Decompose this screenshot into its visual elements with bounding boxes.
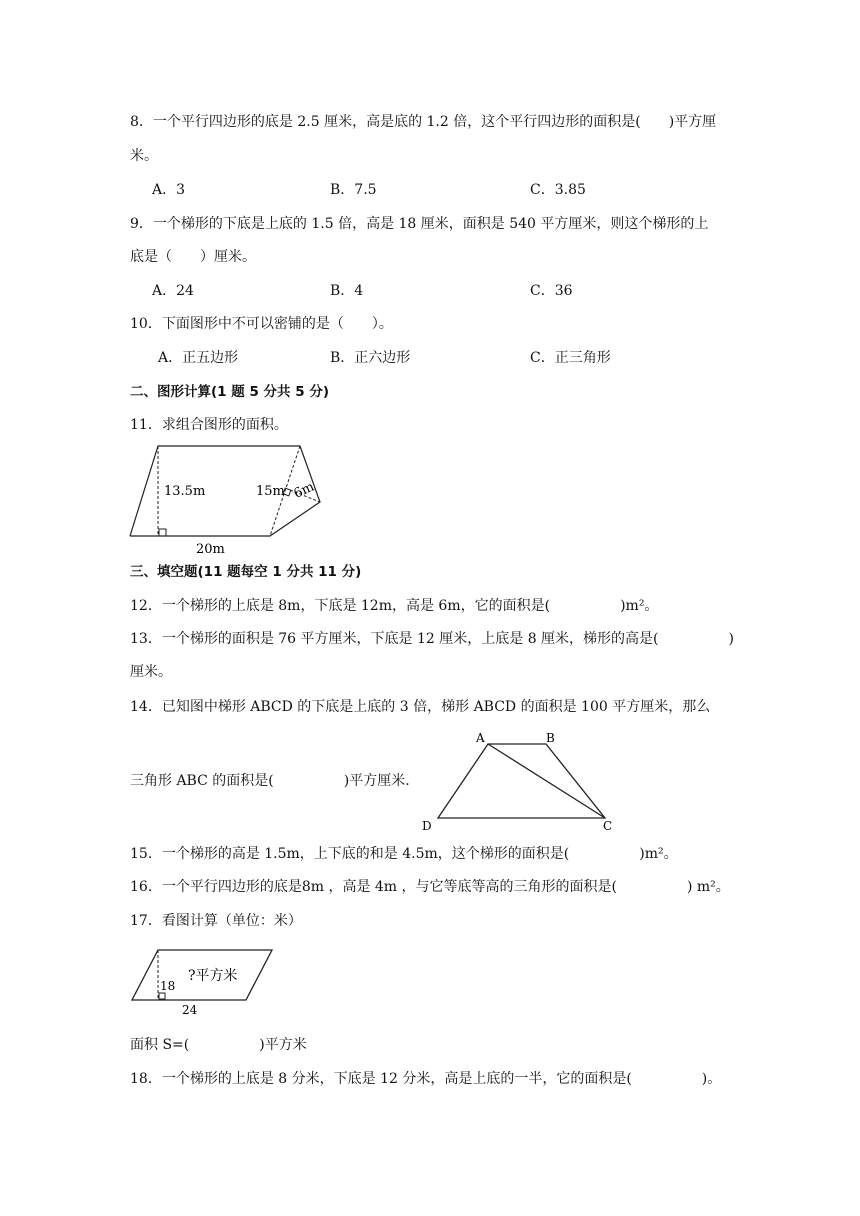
section-heading-2: 二、图形计算(1 题 5 分共 5 分) [130, 384, 330, 400]
q17-parallelogram-figure [128, 944, 278, 1022]
q14-text-line1: 14．已知图中梯形 ABCD 的下底是上底的 3 倍，梯形 ABCD 的面积是 100 平方厘米，那么 [130, 699, 711, 715]
q9-option-b: B．4 [330, 283, 364, 299]
q9-text-line1: 9．一个梯形的下底是上底的 1.5 倍，高是 18 厘米，面积是 540 平方厘米，则这个梯形的上 [130, 216, 709, 232]
q14-vertex-a: A [476, 731, 485, 745]
q17-base-label: 24 [182, 1003, 198, 1017]
q11-composite-figure [128, 440, 328, 558]
q8-option-b: B．7.5 [330, 182, 377, 198]
q11-height2-label: 15m [256, 484, 285, 499]
q8-option-c: C．3.85 [530, 182, 586, 198]
q17-text-line1: 17．看图计算（单位：米） [130, 913, 302, 929]
q9-option-a: A．24 [152, 283, 194, 299]
q10-option-a: A．正五边形 [158, 350, 239, 366]
q17-area-label: ?平方米 [188, 968, 238, 984]
q8-option-a: A．3 [152, 182, 186, 198]
q11-text-line1: 11．求组合图形的面积。 [130, 417, 288, 433]
q17-height-label: 18 [160, 979, 176, 993]
q13-text-line2: 厘米。 [130, 664, 172, 680]
q18-text-line1: 18．一个梯形的上底是 8 分米，下底是 12 分米，高是上底的一半，它的面积是( )。 [130, 1071, 722, 1087]
q9-text-line2: 底是（ ）厘米。 [130, 249, 256, 265]
q10-text-line1: 10．下面图形中不可以密铺的是（ ）。 [130, 316, 393, 332]
q16-text-line1: 16．一个平行四边形的底是8m ，高是 4m ，与它等底等高的三角形的面积是( ) m²。 [130, 879, 730, 895]
q14-vertex-c: C [603, 819, 613, 833]
q10-option-b: B．正六边形 [330, 350, 411, 366]
q14-trapezoid-figure [418, 726, 618, 836]
q14-vertex-b: B [546, 731, 555, 745]
q14-text-line2: 三角形 ABC 的面积是( )平方厘米. [130, 773, 410, 789]
q14-vertex-d: D [422, 819, 432, 833]
q12-text-line1: 12．一个梯形的上底是 8m，下底是 12m，高是 6m，它的面积是( )m²。 [130, 598, 659, 614]
q13-text-line1: 13．一个梯形的面积是 76 平方厘米，下底是 12 厘米，上底是 8 厘米，梯形的高是( ) [130, 631, 734, 647]
q10-option-c: C．正三角形 [530, 350, 611, 366]
q8-text-line1: 8．一个平行四边形的底是 2.5 厘米，高是底的 1.2 倍，这个平行四边形的面积是( )平方厘 [130, 114, 717, 130]
section-heading-3: 三、填空题(11 题每空 1 分共 11 分) [130, 564, 362, 580]
q9-option-c: C．36 [530, 283, 573, 299]
q11-base-label: 20m [196, 542, 225, 557]
q11-height-label: 13.5m [164, 484, 206, 499]
q15-text-line1: 15．一个梯形的高是 1.5m，上下底的和是 4.5m，这个梯形的面积是( )m²。 [130, 846, 678, 862]
q8-text-line2: 米。 [130, 148, 158, 164]
q11-side-label: 6m [291, 479, 317, 502]
q17-answer-line: 面积 S=( )平方米 [130, 1037, 307, 1053]
